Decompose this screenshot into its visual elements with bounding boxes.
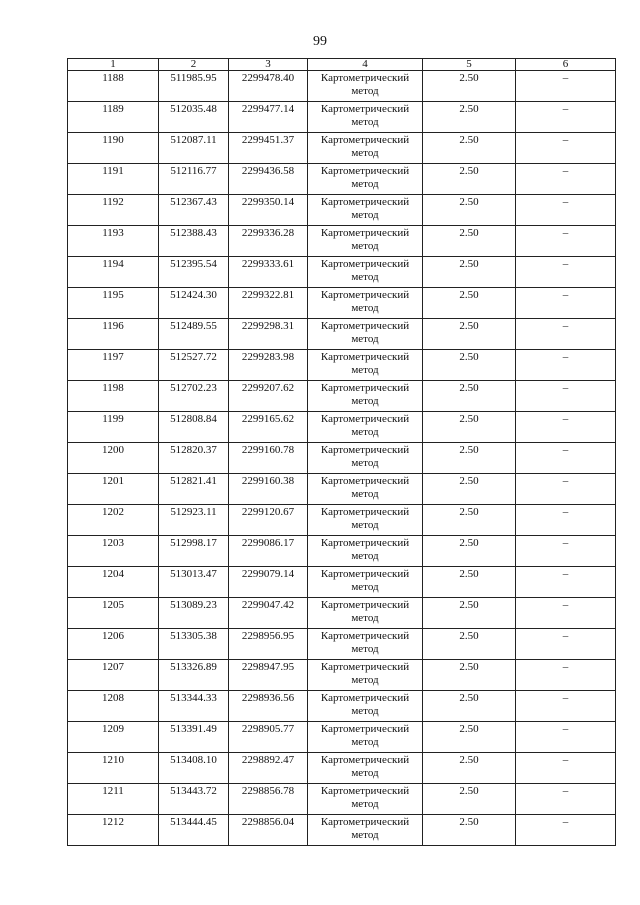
method-cell: Картометрический метод [308,784,423,815]
header-col-3: 3 [229,59,308,71]
point-number-cell: 1201 [68,474,159,505]
x-coordinate-cell: 513444.45 [159,815,229,846]
table-row [68,598,616,629]
accuracy-cell: 2.50 [423,691,516,722]
accuracy-cell: 2.50 [423,319,516,350]
point-number-cell: 1206 [68,629,159,660]
note-cell: – [516,195,616,226]
point-number-cell: 1190 [68,133,159,164]
accuracy-cell: 2.50 [423,505,516,536]
table-row [68,71,616,102]
method-cell: Картометрический метод [308,629,423,660]
note-cell: – [516,164,616,195]
method-cell: Картометрический метод [308,257,423,288]
table-row [68,102,616,133]
x-coordinate-cell: 512489.55 [159,319,229,350]
x-coordinate-cell: 513305.38 [159,629,229,660]
coordinates-table [67,58,616,846]
x-coordinate-cell: 512702.23 [159,381,229,412]
table-row [68,288,616,319]
note-cell: – [516,753,616,784]
method-cell: Картометрический метод [308,443,423,474]
table-row [68,319,616,350]
point-number-cell: 1199 [68,412,159,443]
point-number-cell: 1207 [68,660,159,691]
table-row [68,691,616,722]
header-col-2: 2 [159,59,229,71]
table-row [68,753,616,784]
x-coordinate-cell: 512821.41 [159,474,229,505]
note-cell: – [516,505,616,536]
y-coordinate-cell: 2299333.61 [229,257,308,288]
point-number-cell: 1209 [68,722,159,753]
table-row [68,722,616,753]
note-cell: – [516,443,616,474]
note-cell: – [516,474,616,505]
x-coordinate-cell: 512116.77 [159,164,229,195]
point-number-cell: 1200 [68,443,159,474]
x-coordinate-cell: 512367.43 [159,195,229,226]
page-number: 99 [313,34,327,49]
x-coordinate-cell: 512388.43 [159,226,229,257]
accuracy-cell: 2.50 [423,164,516,195]
method-cell: Картометрический метод [308,567,423,598]
y-coordinate-cell: 2299207.62 [229,381,308,412]
note-cell: – [516,288,616,319]
note-cell: – [516,784,616,815]
x-coordinate-cell: 513408.10 [159,753,229,784]
table-row [68,226,616,257]
y-coordinate-cell: 2299436.58 [229,164,308,195]
point-number-cell: 1189 [68,102,159,133]
table-row [68,443,616,474]
point-number-cell: 1192 [68,195,159,226]
x-coordinate-cell: 512087.11 [159,133,229,164]
point-number-cell: 1212 [68,815,159,846]
note-cell: – [516,257,616,288]
accuracy-cell: 2.50 [423,536,516,567]
method-cell: Картометрический метод [308,660,423,691]
accuracy-cell: 2.50 [423,412,516,443]
accuracy-cell: 2.50 [423,660,516,691]
accuracy-cell: 2.50 [423,443,516,474]
table-row [68,474,616,505]
table-row [68,815,616,846]
note-cell: – [516,319,616,350]
table-row [68,133,616,164]
x-coordinate-cell: 512035.48 [159,102,229,133]
method-cell: Картометрический метод [308,722,423,753]
point-number-cell: 1196 [68,319,159,350]
point-number-cell: 1202 [68,505,159,536]
method-cell: Картометрический метод [308,691,423,722]
table-row [68,195,616,226]
y-coordinate-cell: 2298947.95 [229,660,308,691]
point-number-cell: 1204 [68,567,159,598]
point-number-cell: 1208 [68,691,159,722]
x-coordinate-cell: 513326.89 [159,660,229,691]
table-row [68,536,616,567]
accuracy-cell: 2.50 [423,815,516,846]
accuracy-cell: 2.50 [423,71,516,102]
x-coordinate-cell: 513013.47 [159,567,229,598]
x-coordinate-cell: 513089.23 [159,598,229,629]
table-row [68,164,616,195]
note-cell: – [516,536,616,567]
table-row [68,660,616,691]
method-cell: Картометрический метод [308,753,423,784]
table-row [68,505,616,536]
accuracy-cell: 2.50 [423,381,516,412]
x-coordinate-cell: 512998.17 [159,536,229,567]
y-coordinate-cell: 2298856.04 [229,815,308,846]
method-cell: Картометрический метод [308,164,423,195]
accuracy-cell: 2.50 [423,753,516,784]
x-coordinate-cell: 512424.30 [159,288,229,319]
method-cell: Картометрический метод [308,195,423,226]
method-cell: Картометрический метод [308,412,423,443]
y-coordinate-cell: 2299298.31 [229,319,308,350]
y-coordinate-cell: 2298905.77 [229,722,308,753]
method-cell: Картометрический метод [308,350,423,381]
accuracy-cell: 2.50 [423,784,516,815]
note-cell: – [516,567,616,598]
point-number-cell: 1211 [68,784,159,815]
point-number-cell: 1203 [68,536,159,567]
accuracy-cell: 2.50 [423,629,516,660]
table-row [68,567,616,598]
table-row [68,784,616,815]
accuracy-cell: 2.50 [423,567,516,598]
header-col-6: 6 [516,59,616,71]
note-cell: – [516,412,616,443]
point-number-cell: 1198 [68,381,159,412]
point-number-cell: 1194 [68,257,159,288]
method-cell: Картометрический метод [308,226,423,257]
point-number-cell: 1195 [68,288,159,319]
method-cell: Картометрический метод [308,381,423,412]
x-coordinate-cell: 513443.72 [159,784,229,815]
table-body [68,59,616,846]
y-coordinate-cell: 2299478.40 [229,71,308,102]
y-coordinate-cell: 2298856.78 [229,784,308,815]
header-col-5: 5 [423,59,516,71]
y-coordinate-cell: 2299283.98 [229,350,308,381]
y-coordinate-cell: 2299079.14 [229,567,308,598]
point-number-cell: 1188 [68,71,159,102]
header-col-4: 4 [308,59,423,71]
note-cell: – [516,815,616,846]
table-row [68,412,616,443]
method-cell: Картометрический метод [308,598,423,629]
point-number-cell: 1197 [68,350,159,381]
header-col-1: 1 [68,59,159,71]
x-coordinate-cell: 512527.72 [159,350,229,381]
y-coordinate-cell: 2298956.95 [229,629,308,660]
y-coordinate-cell: 2299047.42 [229,598,308,629]
accuracy-cell: 2.50 [423,226,516,257]
x-coordinate-cell: 512395.54 [159,257,229,288]
accuracy-cell: 2.50 [423,288,516,319]
y-coordinate-cell: 2298892.47 [229,753,308,784]
method-cell: Картометрический метод [308,319,423,350]
x-coordinate-cell: 511985.95 [159,71,229,102]
y-coordinate-cell: 2299322.81 [229,288,308,319]
accuracy-cell: 2.50 [423,350,516,381]
note-cell: – [516,350,616,381]
x-coordinate-cell: 513344.33 [159,691,229,722]
point-number-cell: 1210 [68,753,159,784]
note-cell: – [516,691,616,722]
note-cell: – [516,722,616,753]
y-coordinate-cell: 2299160.38 [229,474,308,505]
y-coordinate-cell: 2299120.67 [229,505,308,536]
table-row [68,629,616,660]
y-coordinate-cell: 2299451.37 [229,133,308,164]
point-number-cell: 1193 [68,226,159,257]
y-coordinate-cell: 2298936.56 [229,691,308,722]
method-cell: Картометрический метод [308,71,423,102]
x-coordinate-cell: 512808.84 [159,412,229,443]
table-row [68,381,616,412]
note-cell: – [516,629,616,660]
note-cell: – [516,226,616,257]
table-row [68,257,616,288]
table-header-row [68,59,616,71]
x-coordinate-cell: 513391.49 [159,722,229,753]
method-cell: Картометрический метод [308,815,423,846]
note-cell: – [516,598,616,629]
table-row [68,350,616,381]
accuracy-cell: 2.50 [423,474,516,505]
note-cell: – [516,133,616,164]
y-coordinate-cell: 2299165.62 [229,412,308,443]
method-cell: Картометрический метод [308,474,423,505]
y-coordinate-cell: 2299350.14 [229,195,308,226]
point-number-cell: 1205 [68,598,159,629]
x-coordinate-cell: 512820.37 [159,443,229,474]
y-coordinate-cell: 2299160.78 [229,443,308,474]
note-cell: – [516,660,616,691]
point-number-cell: 1191 [68,164,159,195]
method-cell: Картометрический метод [308,536,423,567]
accuracy-cell: 2.50 [423,195,516,226]
accuracy-cell: 2.50 [423,722,516,753]
method-cell: Картометрический метод [308,102,423,133]
method-cell: Картометрический метод [308,288,423,319]
accuracy-cell: 2.50 [423,102,516,133]
y-coordinate-cell: 2299336.28 [229,226,308,257]
accuracy-cell: 2.50 [423,257,516,288]
accuracy-cell: 2.50 [423,133,516,164]
y-coordinate-cell: 2299477.14 [229,102,308,133]
accuracy-cell: 2.50 [423,598,516,629]
y-coordinate-cell: 2299086.17 [229,536,308,567]
x-coordinate-cell: 512923.11 [159,505,229,536]
method-cell: Картометрический метод [308,133,423,164]
note-cell: – [516,102,616,133]
note-cell: – [516,381,616,412]
method-cell: Картометрический метод [308,505,423,536]
note-cell: – [516,71,616,102]
